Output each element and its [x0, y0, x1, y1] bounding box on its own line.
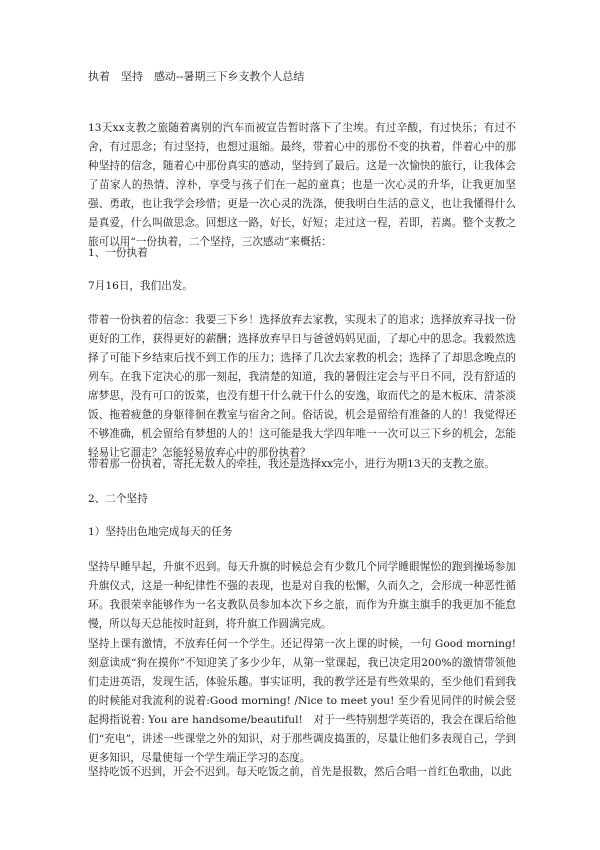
- paragraph-meals: 坚持吃饭不迟到，开会不迟到。每天吃饭之前，首先是报数，然后合唱一首红色歌曲，以此: [88, 766, 512, 778]
- paragraph-belief: 带着一份执着的信念：我要三下乡！选择放弃去家教，实现未了的追求；选择放弃寻找一份更好的工作，获得更好的薪酬；选择放弃早日与爸爸妈妈见面，了却心中的思念。我毅然选择了可能下乡结束后找不到工作的压力；选择了几次去家教的机会；选择了了却思念晚点的列车。在我下定决心的那一刻起，我清楚的知道，我的暑假注定会与平日不同，没有舒适的席梦思，没有可口的饭菜，也没有想干什么就干什么的安逸，取而代之的是木板床、清茶淡饭、拖着疲惫的身躯徘徊在教室与宿舍之间。俗话说，机会是留给有准备的人的！我觉得还不够准确，机会留给有梦想的人的！这可能是我大学四年唯一一次可以三下乡的机会，怎能轻易让它溜走？怎能轻易放弃心中的那份执着？: [88, 314, 516, 459]
- paragraph-date: 7月16日，我们出发。: [88, 280, 193, 292]
- section-heading-2: 2、二个坚持: [88, 493, 148, 505]
- document-title: 执着 坚持 感动--暑期三下乡支教个人总结: [88, 70, 305, 83]
- paragraph-decision: 带着那一份执着，寄托无数人的牵挂，我还是选择xx完小，进行为期13天的支教之旅。: [88, 458, 495, 470]
- paragraph-intro: 13天xx支教之旅随着离别的汽车而被宣告暂时落下了尘埃。有过辛酸，有过快乐；有过不舍，有过思念；有过坚持，也想过退缩。最终，带着心中的那份不变的执着，伴着心中的那种坚持的信念，随着心中那份真实的感动，坚持到了最后。这是一次愉快的旅行，让我体会了苗家人的热情、淳朴，享受与孩子们在一起的童真；也是一次心灵的升华，让我更加坚强、勇敢，也让我学会珍惜；更是一次心灵的洗涤，使我明白生活的意义，也让我懂得什么是真爱，什么叫做思念。回想这一路，好长，好短；走过这一程，若即，若离。整个支教之旅可以用“一份执着，二个坚持，三次感动”来概括：: [88, 122, 516, 248]
- paragraph-flag-raising: 坚持早睡早起，升旗不迟到。每天升旗的时候总会有少数几个同学睡眼惺忪的跑到操场参加升旗仪式，这是一种纪律性不强的表现，也是对自我的松懈，久而久之，会形成一种恶性循环。我很荣幸能够作为一名支教队员参加本次下乡之旅，而作为升旗主旗手的我更加不能怠慢，所以每天总能按时赶到，将升旗工作圆满完成。: [88, 561, 516, 630]
- paragraph-teaching: 坚持上课有激情，不放弃任何一个学生。还记得第一次上课的时候，一句 Good morning!刻意读成“狗在摸你”不知迎笑了多少少年，从第一堂课起，我已决定用200%的激情带领他们走进英语，发现生活，体验乐趣。事实证明，我的教学还是有些效果的，至少他们看到我的时候能对我流利的说着:Good morning! /Nice to meet you! 至少看见同伴的时候会竖起拇指说着: You are handsome/beautiful! 对于一些特别想学英语的，我会在课后给他们“充电”，讲述一些课堂之外的知识，对于那些调皮捣蛋的，尽量让他们多表现自己，学到更多知识，尽量使每一个学生端正学习的态度。: [88, 638, 516, 764]
- subsection-heading-1: 1）坚持出色地完成每天的任务: [88, 526, 233, 538]
- section-heading-1: 1、一份执着: [88, 247, 148, 259]
